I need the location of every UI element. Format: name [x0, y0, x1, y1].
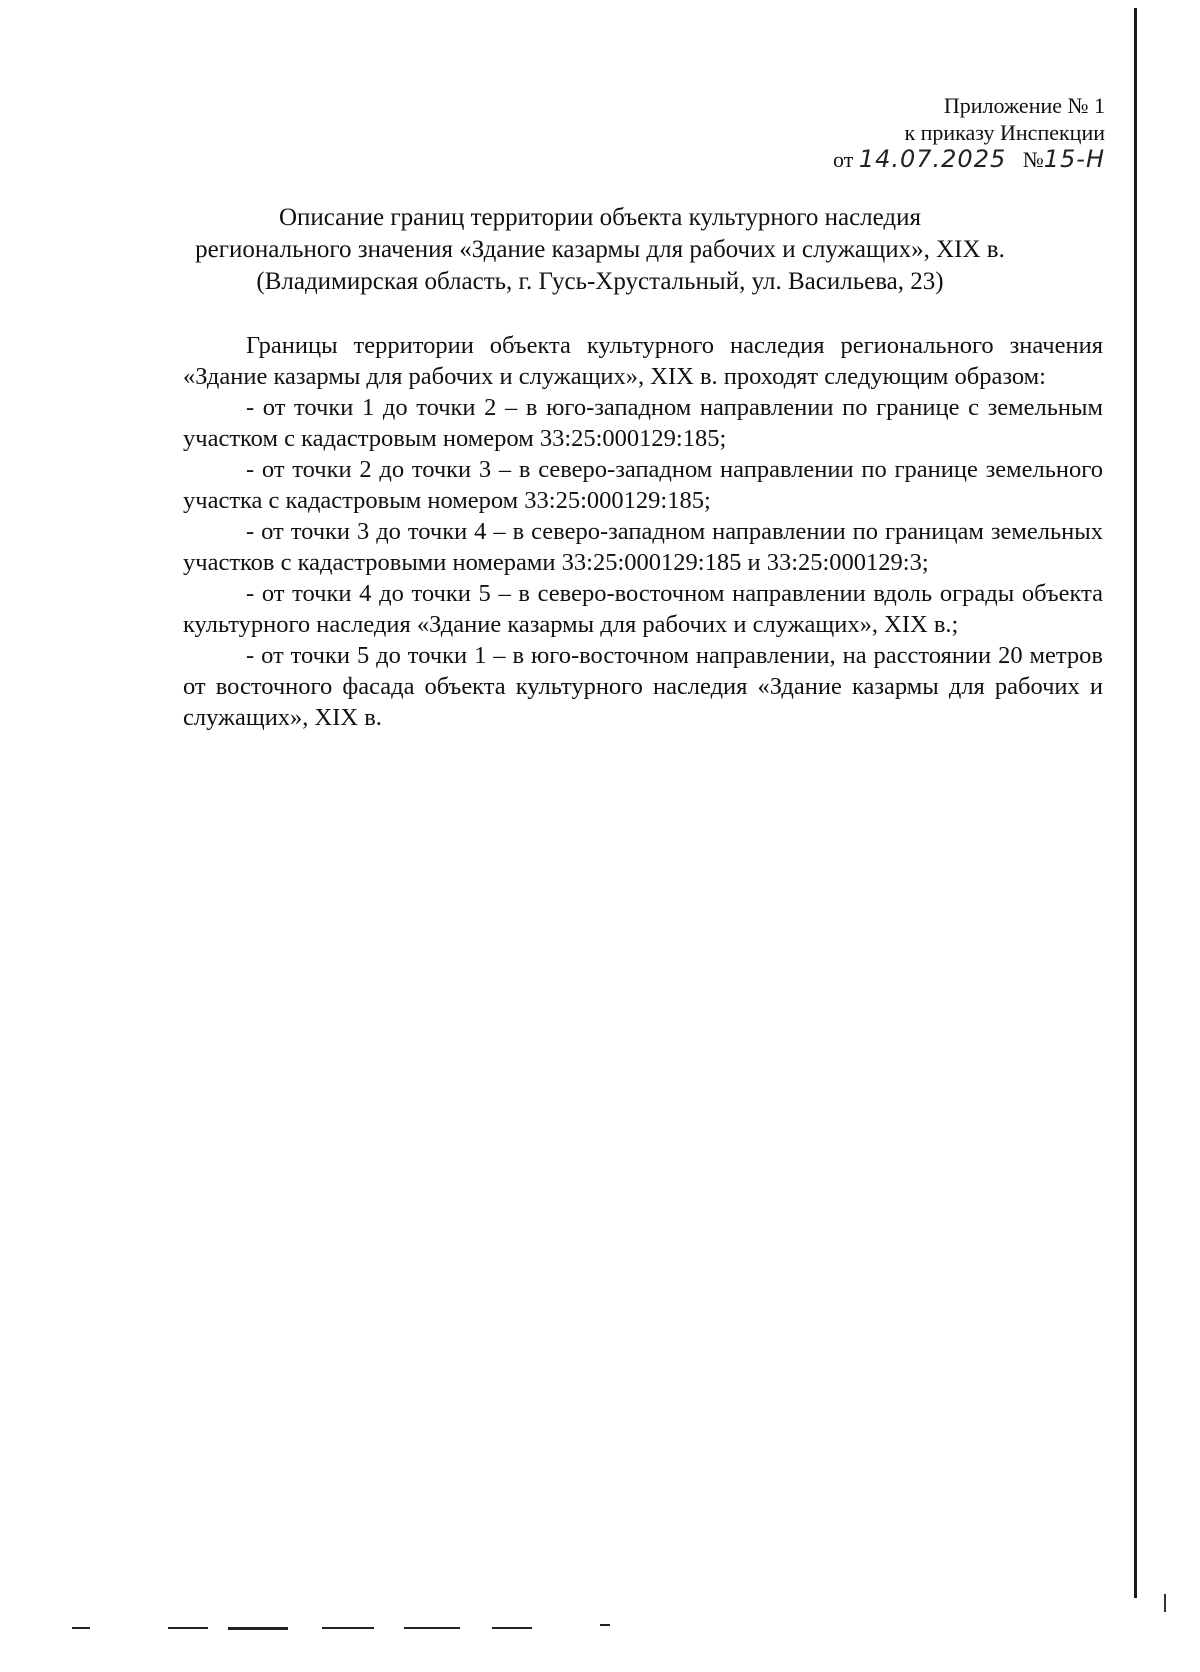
handwritten-order-number: 15-Н	[1043, 145, 1105, 173]
boundary-segment-2: - от точки 2 до точки 3 – в северо-западном направлении по границе земельного участка с кадастровым номером 33:25:000129:185;	[183, 456, 1103, 514]
appendix-header	[833, 92, 1105, 173]
scan-artifact	[492, 1627, 532, 1629]
scan-artifact	[404, 1627, 460, 1629]
boundary-segment-4: - от точки 4 до точки 5 – в северо-восточном направлении вдоль ограды объекта культурного наследия «Здание казармы для рабочих и служащих», XIX в.;	[183, 580, 1103, 638]
date-prefix: от	[833, 147, 854, 172]
boundary-segment-1: - от точки 1 до точки 2 – в юго-западном направлении по границе с земельным участком с кадастровым номером 33:25:000129:185;	[183, 394, 1103, 452]
number-label: №	[1022, 147, 1044, 172]
title-line-2: регионального значения «Здание казармы для рабочих и служащих», XIX в.	[195, 236, 1005, 263]
document-body	[183, 330, 1103, 733]
scan-edge-mark	[1164, 1594, 1166, 1612]
intro-paragraph: Границы территории объекта культурного наследия регионального значения «Здание казармы для рабочих и служащих», XIX в. проходят следующим образом:	[183, 332, 1103, 390]
scan-edge-line	[1134, 8, 1137, 1598]
scan-artifact	[322, 1627, 374, 1629]
scan-artifact	[72, 1627, 90, 1629]
scan-artifact	[168, 1627, 208, 1629]
handwritten-date: 14.07.2025	[858, 145, 1007, 173]
scan-artifact	[228, 1627, 288, 1630]
document-title	[150, 202, 1050, 298]
order-reference: к приказу Инспекции	[904, 120, 1105, 145]
title-line-1: Описание границ территории объекта культурного наследия	[278, 204, 922, 231]
title-line-3: (Владимирская область, г. Гусь-Хрустальный, ул. Васильева, 23)	[256, 268, 944, 295]
boundary-segment-3: - от точки 3 до точки 4 – в северо-западном направлении по границам земельных участков с кадастровыми номерами 33:25:000129:185 и 33:25:000129:3;	[183, 518, 1103, 576]
scan-artifact	[600, 1624, 610, 1626]
appendix-number: Приложение № 1	[943, 93, 1105, 118]
order-date-line	[833, 146, 1105, 173]
boundary-segment-5: - от точки 5 до точки 1 – в юго-восточном направлении, на расстоянии 20 метров от восточного фасада объекта культурного наследия «Здание казармы для рабочих и служащих», XIX в.	[183, 642, 1103, 731]
